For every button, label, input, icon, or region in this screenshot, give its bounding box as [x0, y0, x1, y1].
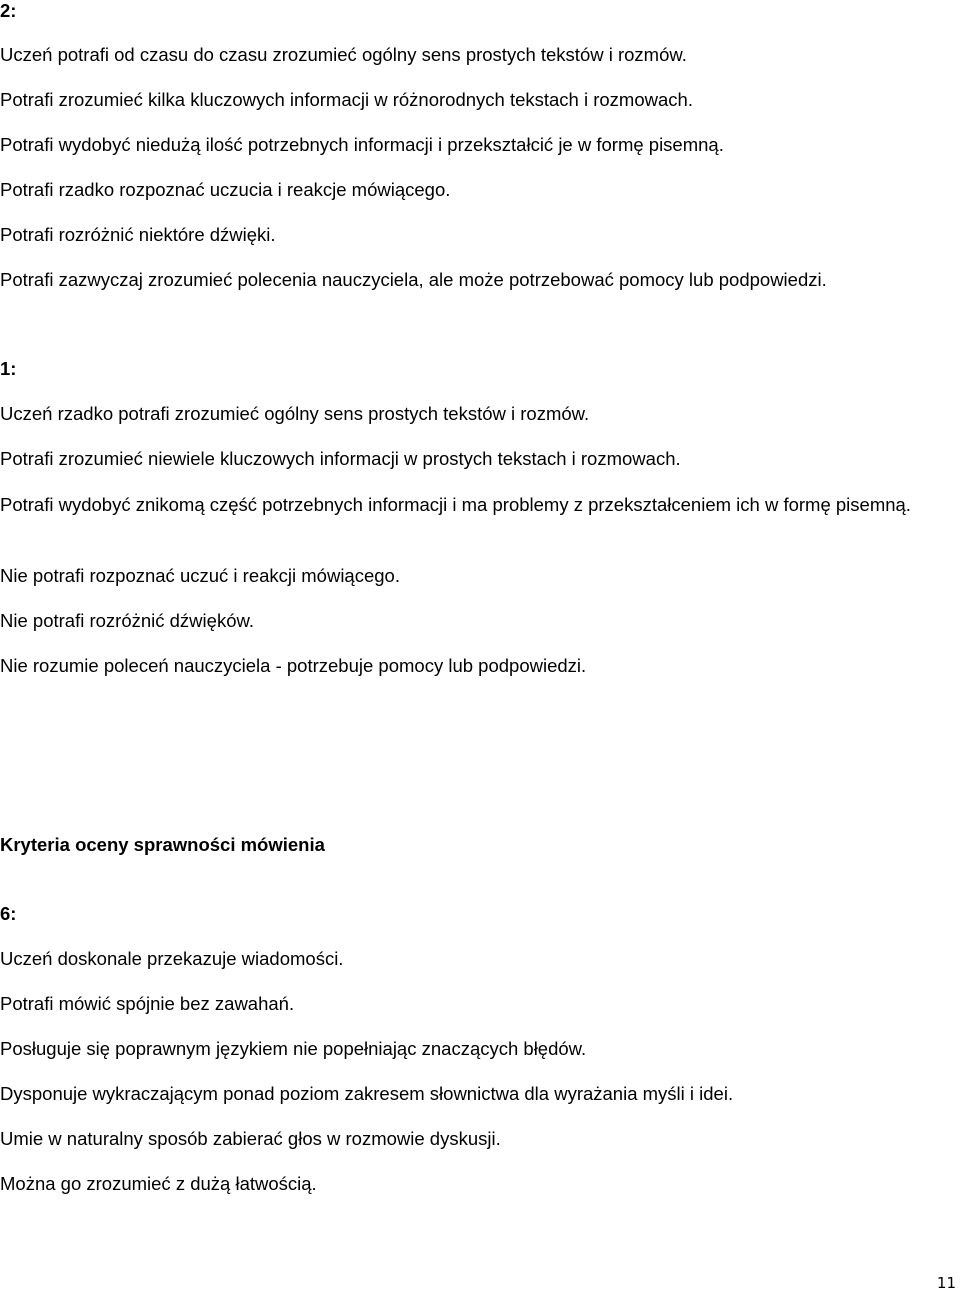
section-1-line-2: Potrafi zrozumieć niewiele kluczowych informacji w prostych tekstach i rozmowach.: [0, 448, 681, 469]
section-1-line-1: Uczeń rzadko potrafi zrozumieć ogólny sens prostych tekstów i rozmów.: [0, 403, 590, 424]
section-2-line-3: Potrafi wydobyć niedużą ilość potrzebnych informacji i przekształcić je w formę pisemną.: [0, 134, 724, 155]
section-1-line-5: Nie potrafi rozróżnić dźwięków.: [0, 610, 254, 631]
section-2-line-1: Uczeń potrafi od czasu do czasu zrozumieć ogólny sens prostych tekstów i rozmów.: [0, 44, 687, 65]
section-1-line-4: Nie potrafi rozpoznać uczuć i reakcji mówiącego.: [0, 565, 400, 586]
section-2-line-6: Potrafi zazwyczaj zrozumieć polecenia nauczyciela, ale może potrzebować pomocy lub podpowiedzi.: [0, 269, 827, 290]
speaking-line-6: Można go zrozumieć z dużą łatwością.: [0, 1173, 317, 1194]
speaking-line-4: Dysponuje wykraczającym ponad poziom zakresem słownictwa dla wyrażania myśli i idei.: [0, 1083, 734, 1104]
speaking-line-5: Umie w naturalny sposób zabierać głos w rozmowie dyskusji.: [0, 1128, 501, 1149]
section-2-line-2: Potrafi zrozumieć kilka kluczowych informacji w różnorodnych tekstach i rozmowach.: [0, 89, 693, 110]
speaking-line-1: Uczeń doskonale przekazuje wiadomości.: [0, 948, 344, 969]
section-2-line-5: Potrafi rozróżnić niektóre dźwięki.: [0, 224, 276, 245]
speaking-grade-6-heading: 6:: [0, 903, 17, 924]
speaking-line-2: Potrafi mówić spójnie bez zawahań.: [0, 993, 295, 1014]
section-1-line-6: Nie rozumie poleceń nauczyciela - potrzebuje pomocy lub podpowiedzi.: [0, 655, 587, 676]
section-1-line-3: Potrafi wydobyć znikomą część potrzebnych informacji i ma problemy z przekształceniem ich w formę pisemną.: [0, 494, 911, 515]
page-number: 11: [936, 1274, 956, 1292]
section-2-line-4: Potrafi rzadko rozpoznać uczucia i reakcje mówiącego.: [0, 179, 451, 200]
section-2-heading: 2:: [0, 0, 17, 21]
speaking-criteria-title: Kryteria oceny sprawności mówienia: [0, 834, 325, 855]
section-1-heading: 1:: [0, 358, 17, 379]
speaking-line-3: Posługuje się poprawnym językiem nie popełniając znaczących błędów.: [0, 1038, 587, 1059]
